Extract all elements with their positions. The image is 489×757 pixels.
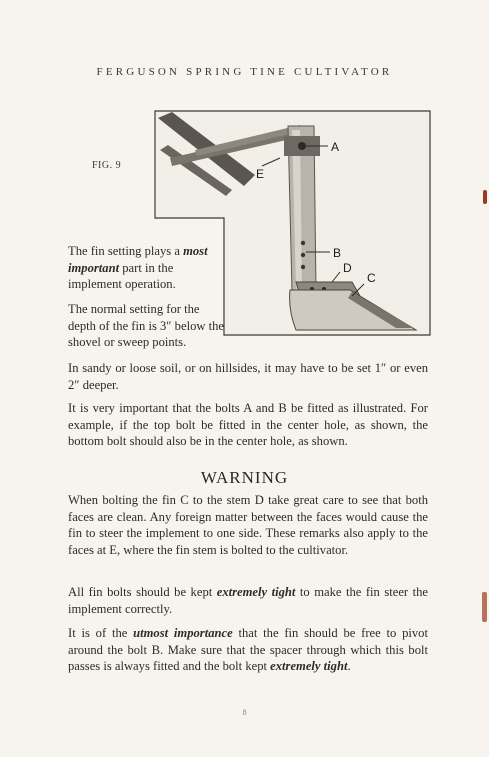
callout-e: E xyxy=(256,167,265,181)
paragraph-loose-soil: In sandy or loose soil, or on hillsides, it may have to be set 1″ or even 2″ deeper. xyxy=(68,361,428,392)
side-paragraph-1: The fin setting plays a most important part in the implement operation. xyxy=(68,244,208,291)
callout-b: B xyxy=(333,246,342,260)
figure-label: FIG. 9 xyxy=(92,160,122,171)
warning-paragraph-3: It is of the utmost importance that the fin should be free to pivot around the bolt B. Make sure that the spacer through which this bolt passes is always fitted and the bolt kept extremely tight. xyxy=(68,626,428,673)
side-paragraph-2: The normal setting for the depth of the fin is 3″ below the shovel or sweep points. xyxy=(68,302,224,349)
running-header: FERGUSON SPRING TINE CULTIVATOR xyxy=(96,66,393,78)
callout-a: A xyxy=(331,140,340,154)
warning-paragraph-2: All fin bolts should be kept extremely tight to make the fin steer the implement correctly. xyxy=(68,585,429,616)
page-number: 8 xyxy=(242,708,247,717)
callout-d: D xyxy=(343,261,352,275)
paragraph-bolts: It is very important that the bolts A and B be fitted as illustrated. For example, if the top bolt be fitted in the center hole, as shown, the bottom bolt should also be in the center hole, as shown. xyxy=(68,401,428,448)
warning-paragraph-1: When bolting the fin C to the stem D take great care to see that both faces are clean. Any foreign matter between the faces would cause the fin to steer the implement to one side. These remarks also apply to the faces at E, where the fin stem is bolted to the cultivator. xyxy=(68,493,428,557)
callout-c: C xyxy=(367,271,376,285)
paper-stain xyxy=(483,190,487,204)
paper-stain xyxy=(482,592,487,622)
warning-heading: WARNING xyxy=(200,468,289,487)
